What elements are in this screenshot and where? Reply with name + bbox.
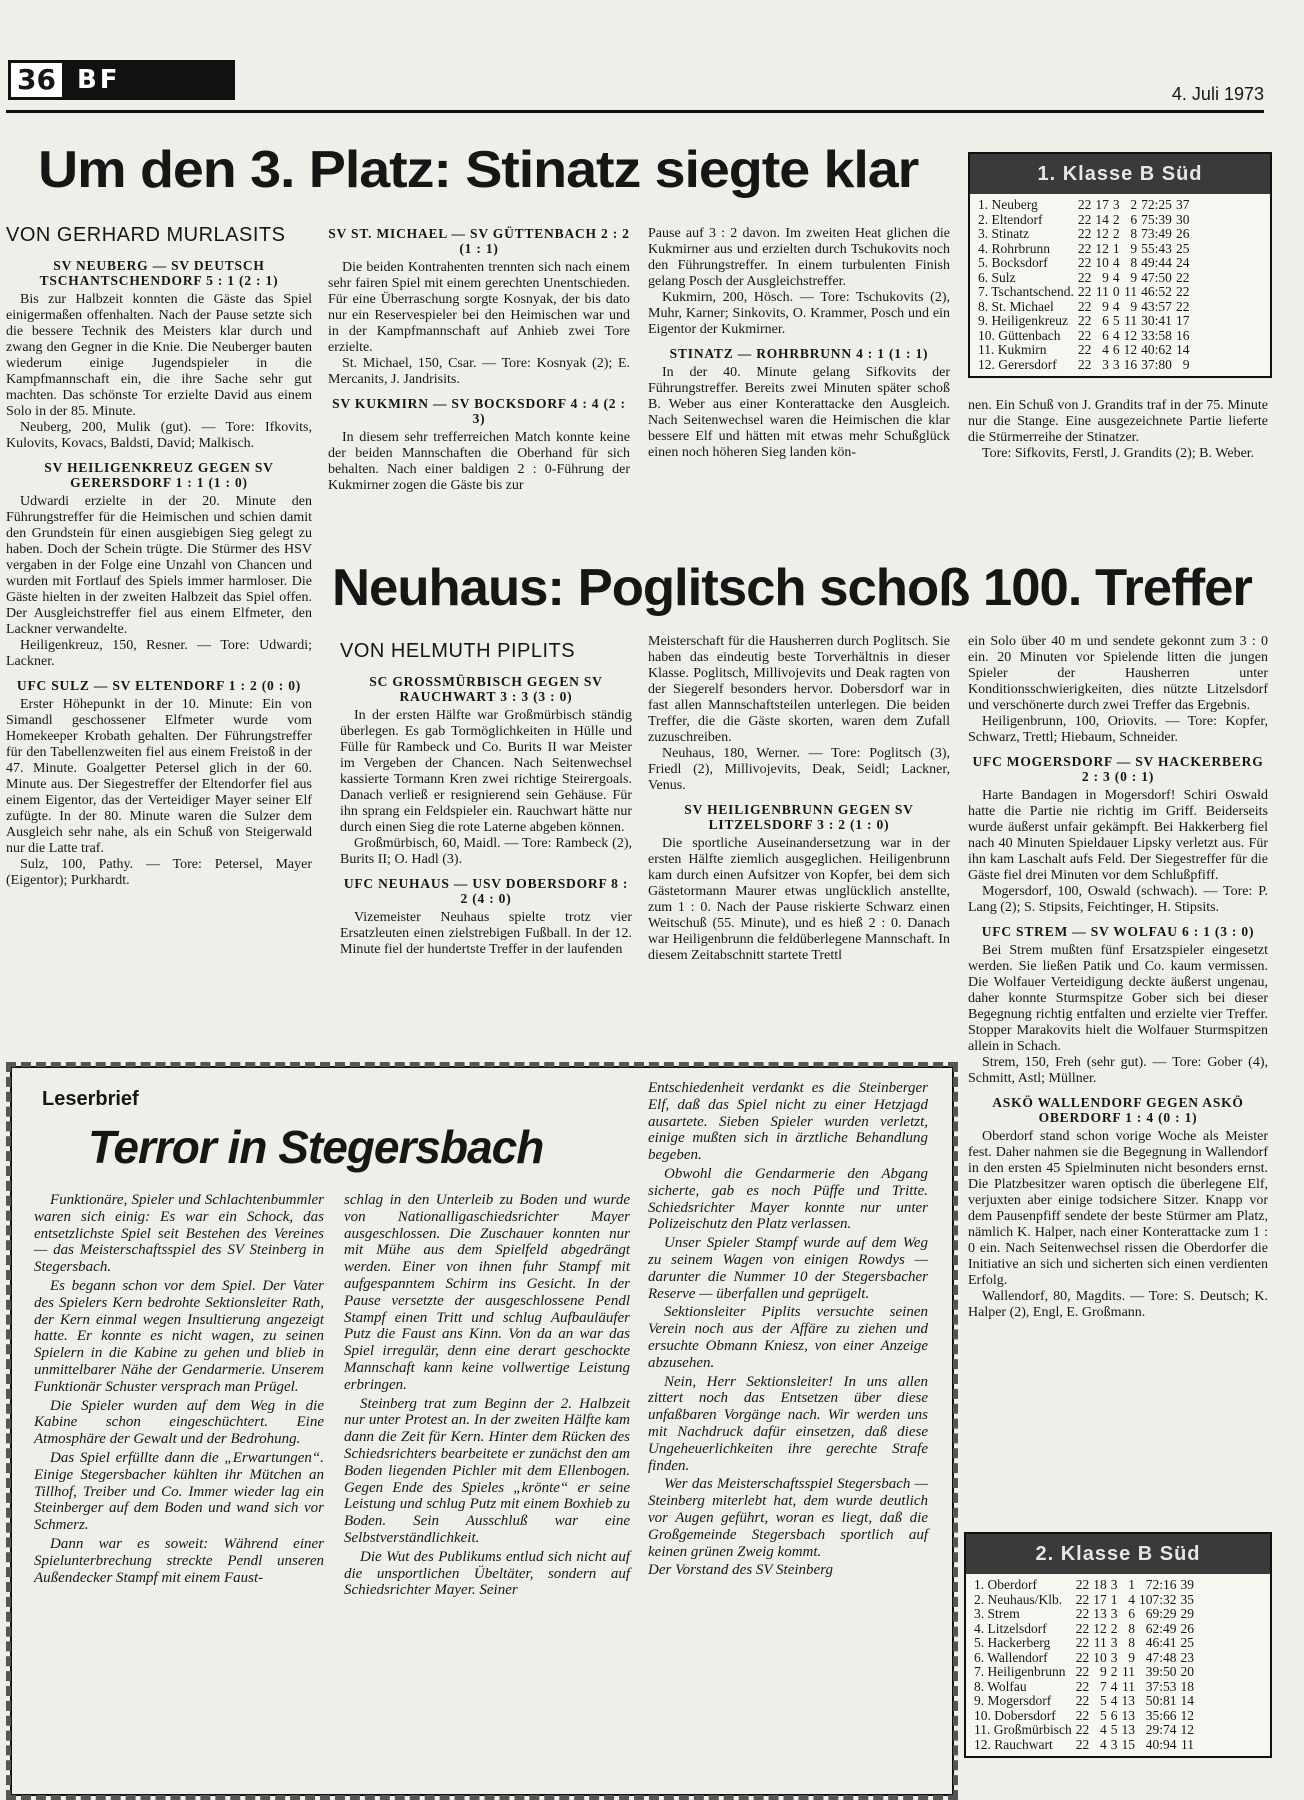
match-stats: Mogersdorf, 100, Oswald (schwach). — Tore: P. Lang (2); S. Stipsits, Feichtinger, H. Stipsits. (968, 884, 1268, 915)
byline-piplits: VON HELMUTH PIPLITS (340, 640, 576, 662)
table-cell: 22 (1077, 313, 1092, 328)
team-name: 2. Neuhaus/Klb. (974, 1591, 1063, 1607)
article-paragraph: Erster Höhepunkt in der 10. Minute: Ein von Simandl geschossener Elfmeter wurde vom Homekeeper Krobath gehalten. Der Führungstreffer für den Tabellenzweiten fiel aus einem Freistoß in der 47. Minute. Goalgetter Petersel glich in der 60. Minute aus. Der Siegestreffer der Eltendorfer fiel aus einem Eigentor, das der Verteidiger Mayer seiner Elf zufügte. In der 80. Minute waren die Sulzer dem Ausgleich sehr nahe, als ein Schuß von Steigerwald nur die Latte traf. (6, 697, 312, 856)
letter-paragraph: schlag in den Unterleib zu Boden und wurde von Nationalligaschiedsrichter Mayer ausgeschlossen. Die Zuschauer konnten nur mit Mühe aus dem Spielfeld abgedrängt werden. Einer von ihnen fuhr Stampf mit aufgespanntem Schirm ins Gesicht. In der Pause versetzte der ausgeschlossene Pendl Stampf einen Tritt und schlug Aufbauläufer Putz die Faust ans Kinn. Von da an war das Spiel irregulär, denn eine derart geschockte Mannschaft kann keine vollwertige Leistung erbringen. (344, 1192, 630, 1393)
team-name: 3. Strem (974, 1606, 1020, 1621)
table-cell: 3 (1112, 356, 1120, 372)
table-row (972, 1723, 1196, 1738)
table-row (976, 271, 1191, 286)
article-paragraph: Oberdorf stand schon vorige Woche als Meister fest. Daher nahmen sie die Begegnung in Wallendorf in den ersten 45 Spielminuten nicht besonders ernst. Die Platzbesitzer waren optisch die überlegene Elf, verjuxten aber einige todsichere Sitzer. Knapp vor dem Pausenpfiff sendete der beste Stürmer am Platz, nämlich K. Halper, nach einer Konterattacke zum 1 : 0 ein. Nach Seitenwechsel rissen die Oberdorfer die Initiative an sich und sicherten sich einen verdienten Erfolg. (968, 1129, 1268, 1288)
match-heading: SV HEILIGENKREUZ GEGEN SV GERERSDORF 1 : 1 (1 : 0) (44, 460, 274, 490)
letter-paragraph: Die Wut des Publikums entlud sich nicht auf die unsportlichen Übeltäter, sondern auf Schiedsrichter Mayer. Seiner (344, 1548, 630, 1599)
table-cell: 30:41 (1141, 313, 1172, 328)
table-cell: 69:29 (1145, 1606, 1177, 1621)
table-cell: 13 (1121, 1707, 1135, 1723)
table-cell: 29:74 (1145, 1722, 1177, 1737)
match-stats: Sulz, 100, Pathy. — Tore: Petersel, Mayer (Eigentor); Purkhardt. (6, 857, 312, 888)
table-cell: 75:39 (1141, 211, 1172, 227)
letter-paragraph: Entschiedenheit verdankt es die Steinberger Elf, daß das Spiel nicht zu einer Hetzjagd ausartete. Sieben Spieler wurden verletzt, einige mußten sich in ärztliche Behandlung begeben. (648, 1080, 928, 1164)
match-heading: ASKÖ WALLENDORF GEGEN ASKÖ OBERDORF 1 : 4 (0 : 1) (992, 1095, 1244, 1125)
table-cell: 17 (1093, 1591, 1107, 1607)
table-row (972, 1738, 1196, 1753)
article-paragraph: Bei Strem mußten fünf Ersatzspieler eingesetzt werden. Sie ließen Patik und Co. kaum vermissen. Die Wolfauer Verteidigung deckte äußerst ungenau, daher konnte Sturmspitze Gober sich bei dieser Begegnung richtig entfalten und erzielte vier Treffer. Stopper Marakovits hielt die Wolfauer Sturmspitzen allein in Schach. (968, 943, 1268, 1054)
table-cell: 5 (1110, 1722, 1118, 1737)
table-cell: 11 (1124, 313, 1138, 328)
table-cell: 72:16 (1145, 1577, 1177, 1592)
letter-kicker: Leserbrief (42, 1088, 139, 1110)
article1-column-3 (648, 226, 950, 461)
table-cell: 22 (1075, 1577, 1090, 1592)
table-cell: 8 (1130, 255, 1138, 270)
table-cell: 8 (1128, 1620, 1135, 1636)
table-cell: 9 (1130, 298, 1138, 314)
match-heading: STINATZ — ROHRBRUNN 4 : 1 (1 : 1) (669, 346, 929, 361)
table-cell: 9 (1102, 298, 1109, 314)
article-paragraph: Vizemeister Neuhaus spielte trotz vier Ersatzleuten einen zielstrebigen Fußball. In der 12. Minute fiel der hundertste Treffer in der laufenden (340, 910, 632, 957)
team-name: 6. Sulz (978, 269, 1016, 285)
table-cell: 6 (1102, 327, 1109, 343)
letter-paragraph: Die Spieler wurden auf dem Weg in die Kabine schon eingeschüchtert. Eine Atmosphäre der Gewalt und der Bedrohung. (34, 1397, 324, 1448)
table-cell: 22 (1175, 269, 1190, 285)
standings-table-2-title: 2. Klasse B Süd (966, 1534, 1270, 1574)
match-stats: Heiligenkreuz, 150, Resner. — Tore: Udwardi; Lackner. (6, 638, 312, 669)
letter-column-2 (344, 1192, 630, 1601)
table-cell: 47:48 (1145, 1649, 1177, 1665)
article2-column-2 (340, 674, 632, 958)
match-heading: SV KUKMIRN — SV BOCKSDORF 4 : 4 (2 : 3) (332, 396, 626, 426)
table-cell: 25 (1180, 1635, 1195, 1650)
match-heading: UFC SULZ — SV ELTENDORF 1 : 2 (0 : 0) (16, 678, 302, 693)
match-stats: Wallendorf, 80, Magdits. — Tore: S. Deutsch; K. Halper (2), Engl, E. Großmann. (968, 1289, 1268, 1320)
article1-column-2 (328, 226, 630, 494)
table-cell: 22 (1075, 1664, 1090, 1679)
table-cell: 29 (1180, 1606, 1195, 1621)
team-name: 10. Güttenbach (978, 327, 1061, 343)
table-cell: 22 (1075, 1736, 1090, 1752)
team-name: 12. Rauchwart (974, 1736, 1053, 1752)
match-stats: Heiligenbrunn, 100, Oriovits. — Tore: Kopfer, Schwarz, Trettl; Hiebaum, Schneider. (968, 714, 1268, 745)
table-cell: 3 (1102, 356, 1109, 372)
table-cell: 12 (1095, 226, 1109, 241)
table-cell: 9 (1100, 1664, 1107, 1679)
letter-paragraph: Dann war es soweit: Während einer Spielunterbrechung streckte Pendl unseren Außendecker Stampf mit einem Faust- (34, 1535, 324, 1586)
letter-column-1 (34, 1192, 324, 1588)
table-cell: 1 (1110, 1591, 1118, 1607)
table-cell: 39 (1180, 1577, 1195, 1592)
table-cell: 20 (1180, 1664, 1195, 1679)
team-name: 5. Bocksdorf (978, 255, 1048, 270)
table-cell: 4 (1100, 1736, 1107, 1752)
table-cell: 40:94 (1145, 1736, 1177, 1752)
issue-date: 4. Juli 1973 (1171, 84, 1264, 104)
table-row (976, 300, 1191, 315)
table-row (972, 1680, 1196, 1695)
table-cell: 47:50 (1141, 269, 1172, 285)
match-heading: SC GROSSMÜRBISCH GEGEN SV RAUCHWART 3 : 3 (3 : 0) (369, 674, 603, 704)
table-cell: 37 (1175, 197, 1190, 212)
table-cell: 12 (1180, 1722, 1195, 1737)
match-heading: UFC NEUHAUS — USV DOBERSDORF 8 : 2 (4 : 0) (343, 876, 629, 906)
table-row (972, 1593, 1196, 1608)
table-cell: 2 (1130, 197, 1138, 212)
table-cell: 6 (1112, 342, 1120, 357)
table-cell: 13 (1093, 1606, 1107, 1621)
article-paragraph: In der 40. Minute gelang Sifkovits der Führungstreffer. Bereits zwei Minuten später schoß B. Weber aus einer Konterattacke den Ausgleich. Nach Seitenwechsel waren die Heimischen die klar bessere Elf und hätten mit etwas mehr Schußglück einen noch höheren Sieg landen kön- (648, 365, 950, 460)
table-cell: 3 (1110, 1635, 1118, 1650)
table-cell: 22 (1077, 356, 1092, 372)
standings-table-1 (968, 152, 1272, 378)
table-cell: 39:50 (1145, 1664, 1177, 1679)
table-row (972, 1651, 1196, 1666)
table-row (976, 329, 1191, 344)
table-cell: 9 (1130, 240, 1138, 256)
header-rule (6, 110, 1264, 113)
table-cell: 6 (1110, 1707, 1118, 1723)
table-cell: 49:44 (1141, 255, 1172, 270)
article-paragraph: In der ersten Hälfte war Großmürbisch ständig überlegen. Es gab Tormöglichkeiten in Hülle und Fülle für Rambeck und Co. Burits II war Meister im Vergeben der Chancen. Nach Seitenwechsel kassierte Tormann Kren zwei richtige Steirergoals. Danach verließ er resignierend sein Gehäuse. Für ihn sprang ein Feldspieler ein. Rauchwart hätte nur durch einen Sieg die rote Laterne abgeben können. (340, 708, 632, 835)
article-paragraph: Die sportliche Auseinandersetzung war in der ersten Hälfte ziemlich ausgeglichen. Heiligenbrunn kam durch einen Aufsitzer von Kopfer, bei dem sich Gästetormann Maurer etwas unglücklich anstellte, zum 1 : 0. Nach der Pause riskierte Schwarz einen Weitschuß (55. Minute), und es hieß 2 : 0. Danach war Heiligenbrunn die feldüberlegene Mannschaft. In diesem Zeitabschnitt startete Trettl (648, 836, 950, 963)
match-heading: SV ST. MICHAEL — SV GÜTTENBACH 2 : 2 (1 : 1) (328, 226, 630, 256)
table-cell: 12 (1123, 327, 1138, 343)
table-cell: 5 (1112, 313, 1120, 328)
team-name: 7. Heiligenbrunn (974, 1664, 1066, 1679)
table-cell: 4 (1112, 327, 1120, 343)
table-cell: 35:66 (1145, 1707, 1177, 1723)
match-heading: UFC STREM — SV WOLFAU 6 : 1 (3 : 0) (981, 924, 1255, 939)
letter-paragraph: Unser Spieler Stampf wurde auf dem Weg zu seinem Wagen von einigen Rowdys — darunter die Nummer 10 der Stegersbacher Reserve — überfallen und geprügelt. (648, 1235, 928, 1302)
team-name: 1. Neuberg (978, 197, 1038, 212)
table-cell: 4 (1100, 1722, 1107, 1737)
table-row (976, 314, 1191, 329)
table-cell: 22 (1075, 1606, 1090, 1621)
table-cell: 4 (1110, 1693, 1118, 1708)
table-cell: 46:41 (1145, 1635, 1177, 1650)
table-cell: 3 (1110, 1736, 1118, 1752)
table-cell: 5 (1100, 1693, 1107, 1708)
table-cell: 22 (1077, 298, 1092, 314)
table-cell: 23 (1180, 1649, 1195, 1665)
letter-paragraph: Obwohl die Gendarmerie den Abgang sicherte, gab es noch Püffe und Tritte. Schiedsrichter Mayer konnte nur unter Polizeischutz den Platz verlassen. (648, 1165, 928, 1233)
table-cell: 55:43 (1141, 240, 1172, 256)
table-cell: 9 (1182, 356, 1190, 372)
match-stats: Neuberg, 200, Mulik (gut). — Tore: Ifkovits, Kulovits, Kovacs, Baldsti, David; Malkisch. (6, 420, 312, 451)
article-paragraph: Meisterschaft für die Hausherren durch Poglitsch. Sie haben das eindeutig beste Torverhältnis in dieser Klasse. Poglitsch, Millivojevits und Deak ragten von der Siegerelf besonders hervor. Dobersdorf war in fast allen Mannschaftsteilen unterlegen. Die beiden Treffer, die die Gäste skorten, waren dem Zufall zuzuschreiben. (648, 634, 950, 745)
table-cell: 11 (1122, 1678, 1135, 1694)
table-cell: 12 (1093, 1620, 1107, 1636)
table-cell: 1 (1128, 1577, 1135, 1592)
table-cell: 22 (1075, 1722, 1090, 1737)
article-paragraph: Bis zur Halbzeit konnten die Gäste das Spiel einigermaßen offenhalten. Nach der Pause setzte sich die bessere Technik des Meisters klar durch und zwang den Gegner in die Knie. Die Neuberger bauten wiederum einige Jugendspieler in die Kampfmannschaft ein, die ihre Sache sehr gut machten. Das schönste Tor erzielte David aus einem Solo in der 85. Minute. (6, 292, 312, 419)
table-cell: 11 (1124, 284, 1138, 299)
letter-paragraph: Es begann schon vor dem Spiel. Der Vater des Spielers Kern bedrohte Sektionsleiter Rath, der Kern einmal wegen Insultierung angezeigt hatte. Er konnte es nicht wagen, zu seinen Spielern in die Kabine zu gehen und blieb in unmittelbarer Nähe der Gendarmerie. Unserem Funktionär Schuster versprach man Prügel. (34, 1277, 324, 1395)
match-stats: Kukmirn, 200, Hösch. — Tore: Tschukovits (2), Muhr, Karner; Sinkovits, O. Krammer, Posch und ein Eigentor der Kukmirner. (648, 290, 950, 337)
letter-paragraph: Steinberg trat zum Beginn der 2. Halbzeit nur unter Protest an. In der zweiten Hälfte kam dann die Zeit für Kern. Hinter dem Rücken des Schiedsrichters bearbeitete er zunächst den am Boden liegenden Pichler mit dem Ellenbogen. Gegen Ende des Spieles „krönte“ er seine Leistung und schlug Putz mit einem Boxhieb zu Boden. Sein Ausschluß war eine Selbstverständlichkeit. (344, 1395, 630, 1546)
table-cell: 17 (1095, 197, 1109, 212)
table-cell: 22 (1077, 269, 1092, 285)
byline-murlasits: VON GERHARD MURLASITS (6, 224, 286, 246)
table-cell: 14 (1095, 211, 1109, 227)
table-cell: 22 (1075, 1620, 1090, 1636)
team-name: 5. Hackerberg (974, 1635, 1051, 1650)
article-paragraph: ein Solo über 40 m und sendete gekonnt zum 3 : 0 ein. 20 Minuten vor Spielende litten die jungen Spieler der Hausherren unter Konditionsschwierigkeiten, dies nützte Litzelsdorf und verschönerte durch zwei Treffer das Ergebnis. (968, 634, 1268, 713)
table-cell: 2 (1112, 226, 1120, 241)
table-cell: 0 (1112, 284, 1120, 299)
table-cell: 18 (1093, 1577, 1107, 1592)
table-cell: 33:58 (1141, 327, 1172, 343)
match-heading: SV NEUBERG — SV DEUTSCH TSCHANTSCHENDORF 5 : 1 (2 : 1) (39, 258, 279, 288)
table-cell: 9 (1128, 1649, 1135, 1665)
table-cell: 24 (1175, 255, 1190, 270)
table-row (972, 1709, 1196, 1724)
match-stats: St. Michael, 150, Csar. — Tore: Kosnyak (2); E. Mercanits, J. Jandrisits. (328, 356, 630, 387)
table-cell: 8 (1130, 226, 1138, 241)
team-name: 1. Oberdorf (974, 1577, 1037, 1592)
page-number: 36 (8, 60, 65, 100)
article1-column-1 (6, 258, 312, 889)
letter-headline: Terror in Stegersbach (88, 1121, 544, 1173)
table-cell: 46:52 (1141, 284, 1172, 299)
table-cell: 3 (1110, 1606, 1118, 1621)
table-cell: 22 (1077, 255, 1092, 270)
table-cell: 4 (1110, 1678, 1118, 1694)
table-cell: 37:53 (1145, 1678, 1177, 1694)
table-row (976, 343, 1191, 358)
letter-paragraph: Funktionäre, Spieler und Schlachtenbummler waren sich einig: Es war ein Schock, das entsetzlichste Spiel seit Bestehen des Vereines — das Meisterschaftsspiel des SV Steinberg in Stegersbach. (34, 1192, 324, 1276)
table-cell: 9 (1102, 269, 1109, 285)
article2-column-4 (968, 634, 1268, 1321)
table-cell: 8 (1128, 1635, 1135, 1650)
table-cell: 22 (1075, 1635, 1090, 1650)
table-cell: 3 (1112, 197, 1120, 212)
table-cell: 43:57 (1141, 298, 1172, 314)
table-cell: 12 (1095, 240, 1109, 256)
table-cell: 14 (1180, 1693, 1195, 1708)
team-name: 10. Dobersdorf (974, 1707, 1056, 1723)
table-cell: 17 (1175, 313, 1190, 328)
article-paragraph: Harte Bandagen in Mogersdorf! Schiri Oswald hatte die Partie nie richtig im Griff. Beiderseits wurde äußerst unfair gekämpft. Bei Hakkerberg fiel nach 40 Minuten Spieldauer Lipsky verletzt aus. Für ihn kam Laschalt aufs Feld. Der Siegestreffer für die Gäste fiel drei Minuten vor dem Schlußpfiff. (968, 788, 1268, 883)
table-cell: 2 (1110, 1664, 1118, 1679)
letter-paragraph: Wer das Meisterschaftsspiel Stegersbach — Steinberg miterlebt hat, dem wurde deutlich vor Augen geführt, woran es liegt, daß die Großgemeinde Stegersbach sportlich auf keinen grünen Zweig kommt. (648, 1476, 928, 1560)
table-row (972, 1607, 1196, 1622)
table-cell: 18 (1180, 1678, 1195, 1694)
table-cell: 107:32 (1139, 1591, 1177, 1607)
table-cell: 2 (1112, 211, 1120, 227)
team-name: 3. Stinatz (978, 226, 1029, 241)
table-cell: 73:49 (1141, 226, 1172, 241)
table-cell: 10 (1093, 1649, 1107, 1665)
table-cell: 22 (1175, 284, 1190, 299)
table-cell: 15 (1121, 1736, 1135, 1752)
table-cell: 6 (1128, 1606, 1135, 1621)
table-cell: 35 (1180, 1591, 1195, 1607)
table-cell: 12 (1180, 1707, 1195, 1723)
table-row (972, 1636, 1196, 1651)
letter-paragraph: Sektionsleiter Piplits versuchte seinen Verein noch aus der Affäre zu ziehen und ersuchte Obmann Kniesz, von einer Anzeige abzusehen. (648, 1304, 928, 1371)
team-name: 7. Tschantschend. (978, 284, 1074, 299)
section-label: BF (65, 60, 235, 100)
headline-stinatz: Um den 3. Platz: Stinatz siegte klar (38, 141, 919, 199)
team-name: 8. St. Michael (978, 298, 1054, 314)
article-paragraph: Udwardi erzielte in der 20. Minute den Führungstreffer für die Heimischen und schien damit den Grundstein für einen ausgiebigen Sieg gelegt zu haben. Doch der Schein trügte. Die Stürmer des HSV vergaben in der Folge eine Unzahl von Chancen und wurden mit Fortlauf des Spiels immer harmloser. Die Gäste hielten in der zweiten Halbzeit das Spiel offen. Der Ausgleichstreffer fiel aus einem Elfmeter, den Lackner verwandelte. (6, 494, 312, 637)
table-row (972, 1622, 1196, 1637)
table-cell: 1 (1112, 240, 1120, 256)
table-row (972, 1694, 1196, 1709)
table-cell: 11 (1093, 1635, 1107, 1650)
page-folio (8, 60, 235, 100)
standings-table-2 (964, 1532, 1272, 1758)
table-cell: 22 (1075, 1678, 1090, 1694)
team-name: 4. Litzelsdorf (974, 1620, 1047, 1636)
table-cell: 3 (1110, 1649, 1118, 1665)
match-stats: Strem, 150, Freh (sehr gut). — Tore: Gober (4), Schmitt, Astl; Müllner. (968, 1055, 1268, 1086)
letter-paragraph: Nein, Herr Sektionsleiter! In uns allen zittert noch das Entsetzen über diese unfaßbaren Vorgänge nach. Wir werden uns mit Nachdruck dafür einsetzen, daß diese Ungeheuerlichkeiten ihre gerechte Strafe finden. (648, 1373, 928, 1474)
table-cell: 5 (1100, 1707, 1107, 1723)
table-row (972, 1665, 1196, 1680)
table-cell: 26 (1175, 226, 1190, 241)
article-paragraph: In diesem sehr trefferreichen Match konnte keine der beiden Mannschaften die Oberhand für sich behalten. Nach einer baldigen 2 : 0-Führung der Kukmirner zogen die Gäste bis zur (328, 430, 630, 493)
table-cell: 7 (1100, 1678, 1107, 1694)
table-cell: 22 (1077, 197, 1092, 212)
team-name: 8. Wolfau (974, 1678, 1027, 1694)
table-cell: 6 (1102, 313, 1109, 328)
table-cell: 22 (1077, 342, 1092, 357)
team-name: 12. Gerersdorf (978, 356, 1057, 372)
table-cell: 11 (1122, 1664, 1135, 1679)
table-cell: 22 (1075, 1693, 1090, 1708)
table-cell: 22 (1077, 284, 1092, 299)
match-stats: Tore: Sifkovits, Ferstl, J. Grandits (2); B. Weber. (982, 446, 1255, 461)
article-paragraph: nen. Ein Schuß von J. Grandits traf in der 75. Minute nur die Stange. Eine ausgezeichnete Partie lieferte die Stürmerreihe der Stinatzer. (968, 398, 1268, 445)
table-cell: 22 (1077, 211, 1092, 227)
team-name: 9. Heiligenkreuz (978, 313, 1068, 328)
team-name: 6. Wallendorf (974, 1649, 1048, 1665)
article1-column-4 (968, 398, 1268, 462)
table-row (976, 256, 1191, 271)
table-cell: 3 (1110, 1577, 1118, 1592)
team-name: 4. Rohrbrunn (978, 240, 1050, 256)
team-name: 11. Großmürbisch (974, 1722, 1072, 1737)
match-stats: Großmürbisch, 60, Maidl. — Tore: Rambeck (2), Burits II; O. Hadl (3). (340, 836, 632, 867)
table-cell: 22 (1077, 226, 1092, 241)
table-cell: 16 (1123, 356, 1138, 372)
match-stats: Neuhaus, 180, Werner. — Tore: Poglitsch (3), Friedl (2), Millivojevits, Deak, Seidl; Lackner, Venus. (648, 746, 950, 793)
table-cell: 4 (1112, 255, 1120, 270)
table-cell: 22 (1175, 298, 1190, 314)
match-heading: SV HEILIGENBRUNN GEGEN SV LITZELSDORF 3 : 2 (1 : 0) (684, 802, 914, 832)
letter-column-3 (648, 1080, 928, 1581)
table-cell: 62:49 (1145, 1620, 1177, 1636)
article-paragraph: Pause auf 3 : 2 davon. Im zweiten Heat glichen die Kukmirner aus und erzielten durch Tschukovits noch den Führungstreffer. In einem turbulenten Finish gelang Posch der Ausgleichstreffer. (648, 226, 950, 289)
table-row (976, 213, 1191, 228)
table-row (976, 285, 1191, 300)
table-cell: 40:62 (1141, 342, 1172, 357)
table-cell: 14 (1175, 342, 1190, 357)
reader-letter-box (10, 1066, 954, 1796)
table-cell: 72:25 (1141, 197, 1172, 212)
table-cell: 12 (1123, 342, 1138, 357)
team-name: 11. Kukmirn (978, 342, 1047, 357)
table-cell: 37:80 (1141, 356, 1172, 372)
table-cell: 11 (1095, 284, 1109, 299)
table-cell: 11 (1181, 1736, 1195, 1752)
table-cell: 22 (1075, 1707, 1090, 1723)
table-cell: 2 (1110, 1620, 1118, 1636)
team-name: 2. Eltendorf (978, 211, 1043, 227)
letter-paragraph: Das Spiel erfüllte dann die „Erwartungen“. Einige Stegersbacher kühlten ihr Mütchen an Tillhof, Treiber und Co. Immer wieder lag ein Steinberger auf dem Boden und wand sich vor Schmerz. (34, 1449, 324, 1534)
headline-neuhaus: Neuhaus: Poglitsch schoß 100. Treffer (332, 559, 1252, 617)
table-cell: 9 (1130, 269, 1138, 285)
table-cell: 22 (1077, 327, 1092, 343)
table-cell: 22 (1077, 240, 1092, 256)
letter-signature: Der Vorstand des SV Steinberg (648, 1562, 833, 1579)
table-row (972, 1578, 1196, 1593)
table-cell: 6 (1130, 211, 1138, 227)
table-row (976, 242, 1191, 257)
table-row (976, 198, 1191, 213)
match-heading: UFC MOGERSDORF — SV HACKERBERG 2 : 3 (0 : 1) (972, 754, 1264, 784)
table-cell: 4 (1112, 269, 1120, 285)
table-cell: 50:81 (1145, 1693, 1177, 1708)
article2-column-3 (648, 634, 950, 964)
table-cell: 25 (1175, 240, 1190, 256)
table-cell: 10 (1095, 255, 1109, 270)
table-row (976, 227, 1191, 242)
table-cell: 4 (1112, 298, 1120, 314)
table-cell: 4 (1102, 342, 1109, 357)
standings-table-1-title: 1. Klasse B Süd (970, 154, 1270, 194)
table-cell: 22 (1075, 1591, 1090, 1607)
table-row (976, 358, 1191, 373)
table-cell: 13 (1121, 1693, 1135, 1708)
table-cell: 13 (1121, 1722, 1135, 1737)
table-cell: 16 (1175, 327, 1190, 343)
table-cell: 30 (1175, 211, 1190, 227)
table-cell: 4 (1128, 1591, 1135, 1607)
team-name: 9. Mogersdorf (974, 1693, 1052, 1708)
table-cell: 22 (1075, 1649, 1090, 1665)
table-cell: 26 (1180, 1620, 1195, 1636)
article-paragraph: Die beiden Kontrahenten trennten sich nach einem sehr fairen Spiel mit einem gerechten Unentschieden. Für eine Überraschung sorgte Kosnyak, der bis dato nur ein Reservespieler bei den Heimischen war und in der Kampfmannschaft auf Anhieb zwei Tore erzielte. (328, 260, 630, 355)
